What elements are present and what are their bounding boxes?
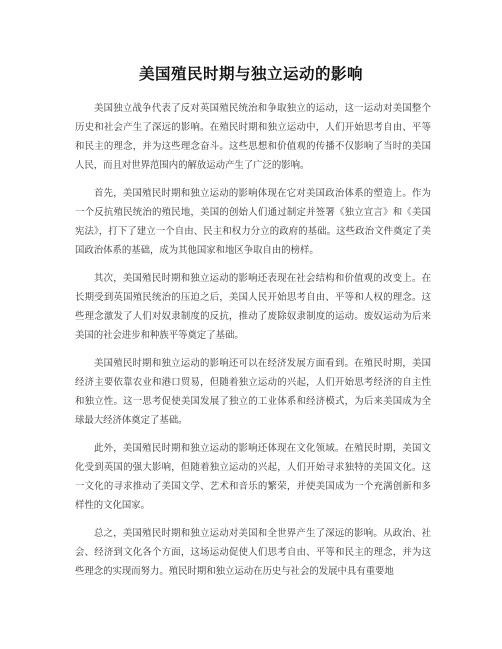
document-title: 美国殖民时期与独立运动的影响 xyxy=(138,65,363,83)
paragraph-1: 美国独立战争代表了反对英国殖民统治和争取独立的运动，这一运动对美国整个历史和社会产生了深远的影响。在殖民时期和独立运动中，人们开始思考自由、平等和民主的理念，并为这些理念奋斗。这些思想和价值观的传播不仅影响了当时的美国人民，而且对世界范围内的解放运动产生了广泛的影响。 xyxy=(75,103,431,171)
paragraph-4: 美国殖民时期和独立运动的影响还可以在经济发展方面看到。在殖民时期，美国经济主要依靠农业和港口贸易，但随着独立运动的兴起，人们开始思考经济的自主性和独立性。这一思考促使美国发展了独立的工业体系和经济模式，为后来美国成为全球最大经济体奠定了基础。 xyxy=(75,358,431,426)
paragraph-5: 此外，美国殖民时期和独立运动的影响还体现在文化领域。在殖民时期，美国文化受到英国的强大影响，但随着独立运动的兴起，人们开始寻求独特的美国文化。这一文化的寻求推动了美国文学、艺术和音乐的繁荣，并使美国成为一个充满创新和多样性的文化国家。 xyxy=(75,443,431,511)
paragraph-3: 其次，美国殖民时期和独立运动的影响还表现在社会结构和价值观的改变上。在长期受到英国殖民统治的压迫之后，美国人民开始思考自由、平等和人权的理念。这些理念激发了人们对奴隶制度的反抗，推动了废除奴隶制度的运动。废奴运动为后来美国的社会进步和种族平等奠定了基础。 xyxy=(75,273,431,341)
paragraph-2: 首先，美国殖民时期和独立运动的影响体现在它对美国政治体系的塑造上。作为一个反抗殖民统治的殖民地，美国的创始人们通过制定并签署《独立宣言》和《美国宪法》，打下了建立一个自由、民主和权力分立的政府的基础。这些政治文件奠定了美国政治体系的基础，成为其他国家和地区争取自由的榜样。 xyxy=(75,188,431,256)
paragraph-6: 总之，美国殖民时期和独立运动对美国和全世界产生了深远的影响。从政治、社会、经济到文化各个方面，这场运动促使人们思考自由、平等和民主的理念，并为这些理念的实现而努力。殖民时期和独立运动在历史与社会的发展中具有重要地 xyxy=(75,528,431,577)
document-body xyxy=(75,99,431,590)
